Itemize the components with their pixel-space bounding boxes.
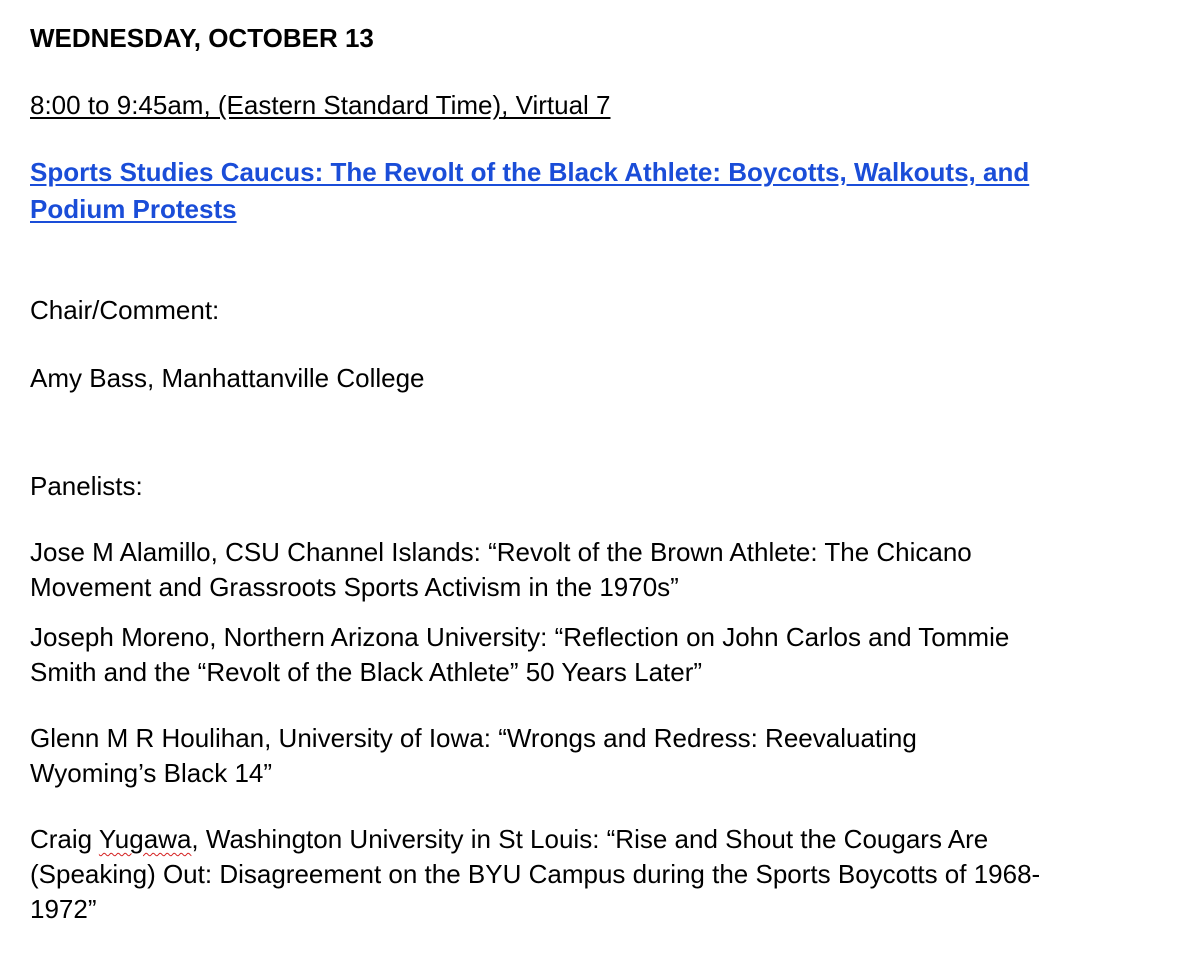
panelist-name-prefix: Craig [30,824,99,854]
panelist-entry [30,620,1180,690]
panelist-entry-line: Jose M Alamillo, CSU Channel Islands: “Revolt of the Brown Athlete: The Chicano [30,537,972,567]
panelist-entry-line: Joseph Moreno, Northern Arizona University: “Reflection on John Carlos and Tommie [30,622,1010,652]
spellcheck-flagged-word[interactable]: Yugawa [98,824,192,854]
session-title-line-1[interactable]: Sports Studies Caucus: The Revolt of the Black Athlete: Boycotts, Walkouts, and [30,157,1030,187]
date-heading: WEDNESDAY, OCTOBER 13 [30,23,374,53]
session-time-location: 8:00 to 9:45am, (Eastern Standard Time), Virtual 7 [30,90,611,120]
panelist-entry-text: , Washington University in St Louis: “Rise and Shout the Cougars Are [191,824,989,854]
panelist-entry [30,721,1180,791]
panelist-entry-line: Wyoming’s Black 14” [30,758,273,788]
panelist-entry-line: Smith and the “Revolt of the Black Athlete” 50 Years Later” [30,657,703,687]
panelist-entry-line: 1972” [30,894,97,924]
panelist-entry [30,822,1180,927]
session-title-line-2[interactable]: Podium Protests [30,194,237,224]
panelists-label: Panelists: [30,471,143,501]
session-title-link[interactable] [30,154,1180,228]
chair-name: Amy Bass, Manhattanville College [30,363,425,393]
chair-label: Chair/Comment: [30,295,220,325]
panelist-entry [30,535,1180,605]
panelist-entry-line: Glenn M R Houlihan, University of Iowa: “Wrongs and Redress: Reevaluating [30,723,917,753]
panelist-entry-line: (Speaking) Out: Disagreement on the BYU Campus during the Sports Boycotts of 1968- [30,859,1041,889]
panelist-entry-line [30,822,1180,857]
panelist-entry-line: Movement and Grassroots Sports Activism in the 1970s” [30,572,679,602]
